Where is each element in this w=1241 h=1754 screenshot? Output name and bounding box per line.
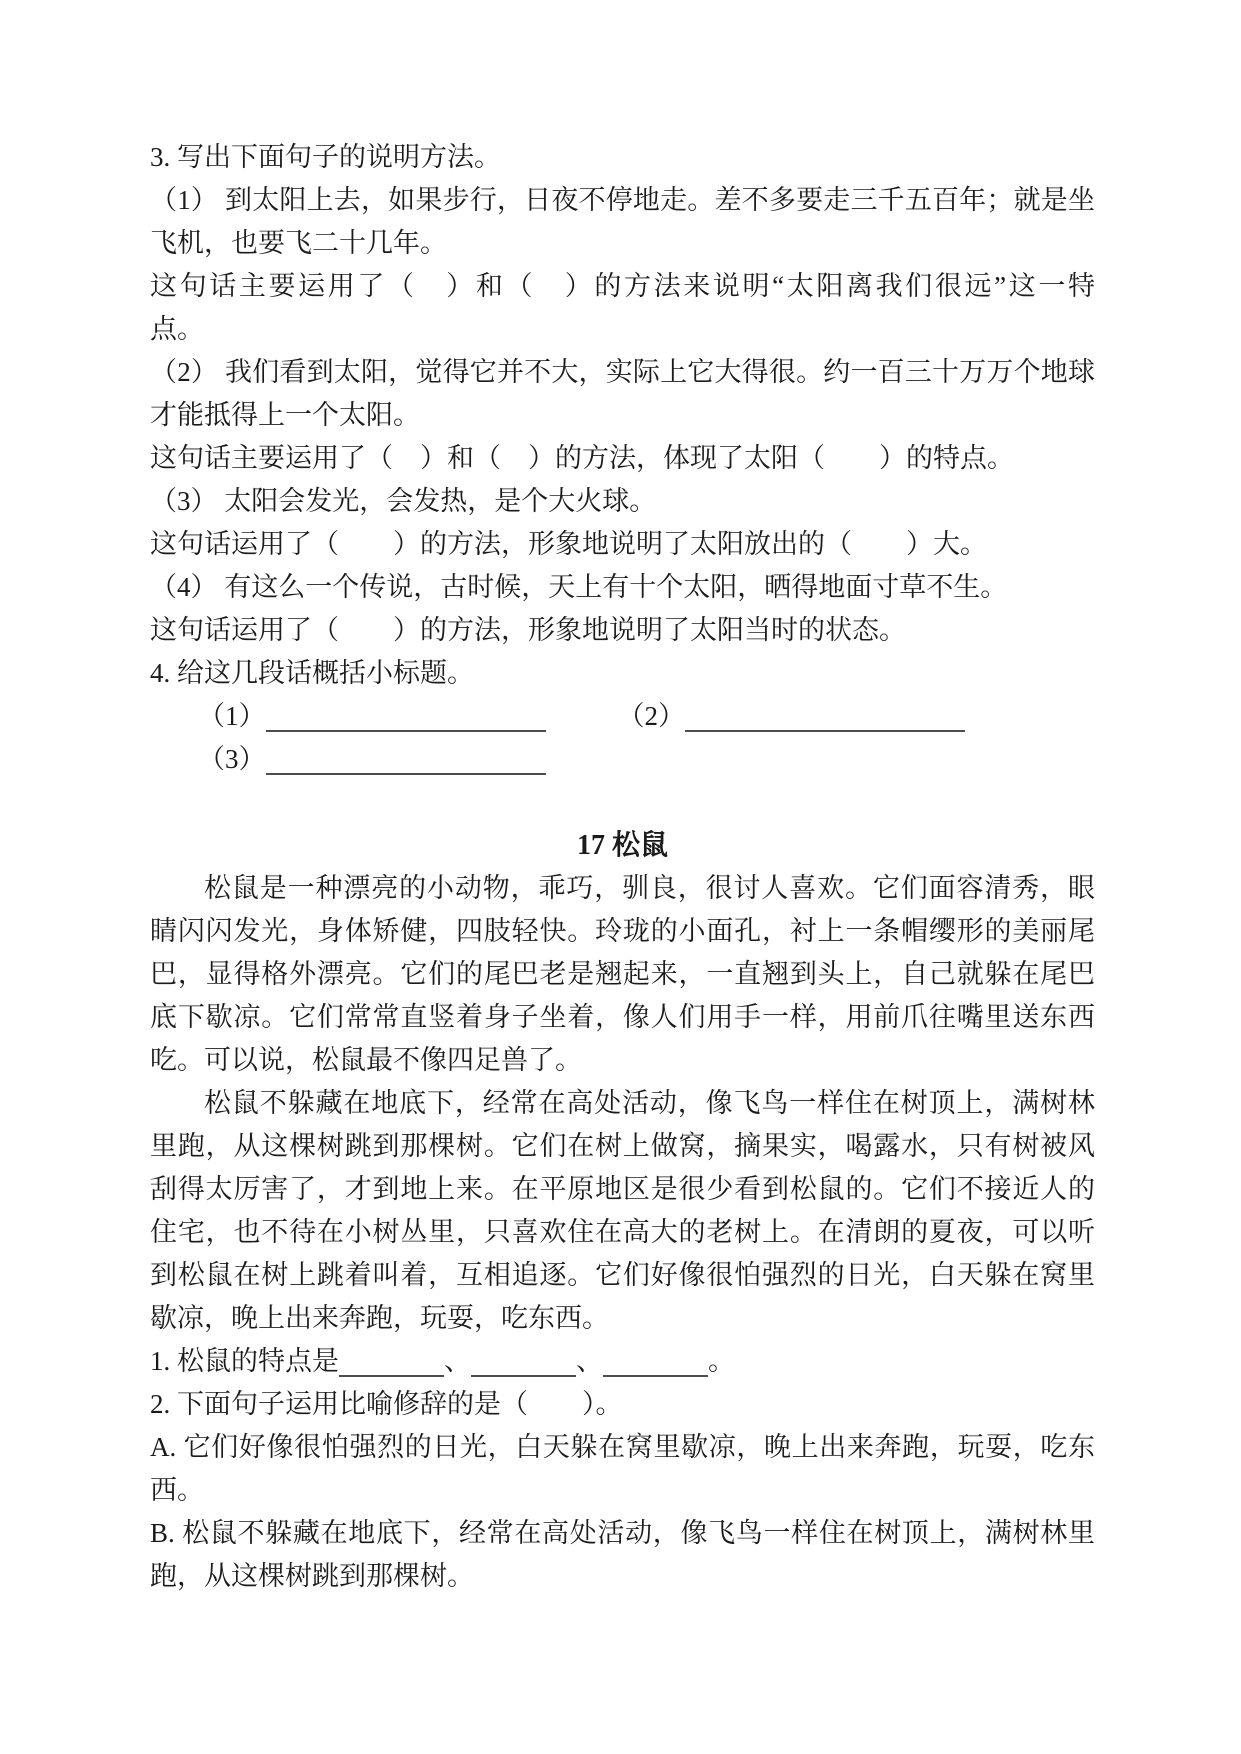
answer-blank[interactable]	[603, 1355, 708, 1377]
answer-blank[interactable]	[471, 1355, 576, 1377]
item1-answer-line2: 点。	[150, 314, 204, 344]
paragraph2-line: 歇凉，晚上出来奔跑，玩耍，吃东西。	[150, 1303, 609, 1333]
subtitle-blanks-row-2	[150, 738, 1095, 781]
question-1-row	[150, 1340, 1095, 1383]
list-separator: 、	[444, 1346, 471, 1376]
list-separator: 、	[576, 1346, 603, 1376]
option-b-line2: 跑，从这棵树跳到那棵树。	[150, 1561, 474, 1591]
question-1-prefix: 1. 松鼠的特点是	[150, 1346, 339, 1376]
paragraph2-line: 松鼠不躲藏在地底下，经常在高处活动，像飞鸟一样住在树顶上，满树林	[204, 1088, 1095, 1118]
answer-blank[interactable]	[266, 753, 546, 775]
option-b-line1: B. 松鼠不躲藏在地底下，经常在高处活动，像飞鸟一样住在树顶上，满树林里	[150, 1518, 1095, 1548]
question-3-heading: 3. 写出下面句子的说明方法。	[150, 142, 501, 172]
question-2-row: 2. 下面句子运用比喻修辞的是（ ）。	[150, 1389, 623, 1419]
blank-label-2: （2）	[617, 701, 685, 731]
item2-sentence-line2: 才能抵得上一个太阳。	[150, 400, 420, 430]
spacer	[150, 781, 1095, 824]
option-a-line2: 西。	[150, 1475, 204, 1505]
lesson-title: 17 松鼠	[576, 830, 668, 861]
item4-sentence-line: （4） 有这么一个传说，古时候，天上有十个太阳，晒得地面寸草不生。	[150, 572, 1008, 602]
paragraph2-line: 里跑，从这棵树跳到那棵树。它们在树上做窝，摘果实，喝露水，只有树被风	[150, 1131, 1095, 1161]
option-a-line1: A. 它们好像很怕强烈的日光，白天躲在窝里歇凉，晚上出来奔跑，玩耍，吃东	[150, 1432, 1095, 1462]
subtitle-blanks-row-1	[150, 695, 1095, 738]
paragraph1-line: 吃。可以说，松鼠最不像四足兽了。	[150, 1045, 582, 1075]
item4-answer-line: 这句话运用了（ ）的方法，形象地说明了太阳当时的状态。	[150, 615, 906, 645]
item2-answer-line: 这句话主要运用了（ ）和（ ）的方法，体现了太阳（ ）的特点。	[150, 443, 1014, 473]
item1-sentence-line2: 飞机，也要飞二十几年。	[150, 228, 447, 258]
item1-answer-line1: 这句话主要运用了（ ）和（ ）的方法来说明“太阳离我们很远”这一特	[150, 271, 1095, 301]
paragraph1-line: 松鼠是一种漂亮的小动物，乖巧，驯良，很讨人喜欢。它们面容清秀，眼	[204, 873, 1095, 903]
item3-sentence-line: （3） 太阳会发光，会发热，是个大火球。	[150, 486, 657, 516]
answer-blank[interactable]	[266, 710, 546, 732]
question-1-period: 。	[708, 1346, 735, 1376]
paragraph2-line: 刮得太厉害了，才到地上来。在平原地区是很少看到松鼠的。它们不接近人的	[150, 1174, 1095, 1204]
paragraph1-line: 睛闪闪发光，身体矫健，四肢轻快。玲珑的小面孔，衬上一条帽缨形的美丽尾	[150, 916, 1095, 946]
paragraph2-line: 住宅，也不待在小树丛里，只喜欢住在高大的老树上。在清朗的夏夜，可以听	[150, 1217, 1095, 1247]
answer-blank[interactable]	[685, 710, 965, 732]
blank-label-3: （3）	[198, 744, 266, 774]
answer-blank[interactable]	[339, 1355, 444, 1377]
item1-sentence-line1: （1） 到太阳上去，如果步行，日夜不停地走。差不多要走三千五百年；就是坐	[150, 185, 1095, 215]
question-4-heading: 4. 给这几段话概括小标题。	[150, 658, 474, 688]
paragraph2-line: 到松鼠在树上跳着叫着，互相追逐。它们好像很怕强烈的日光，白天躲在窝里	[150, 1260, 1095, 1290]
item3-answer-line: 这句话运用了（ ）的方法，形象地说明了太阳放出的（ ）大。	[150, 529, 987, 559]
paragraph1-line: 巴，显得格外漂亮。它们的尾巴老是翘起来，一直翘到头上，自己就躲在尾巴	[150, 959, 1095, 989]
paragraph1-line: 底下歇凉。它们常常直竖着身子坐着，像人们用手一样，用前爪往嘴里送东西	[150, 1002, 1095, 1032]
item2-sentence-line1: （2） 我们看到太阳，觉得它并不大，实际上它大得很。约一百三十万万个地球	[150, 357, 1095, 387]
blank-label-1: （1）	[198, 701, 266, 731]
